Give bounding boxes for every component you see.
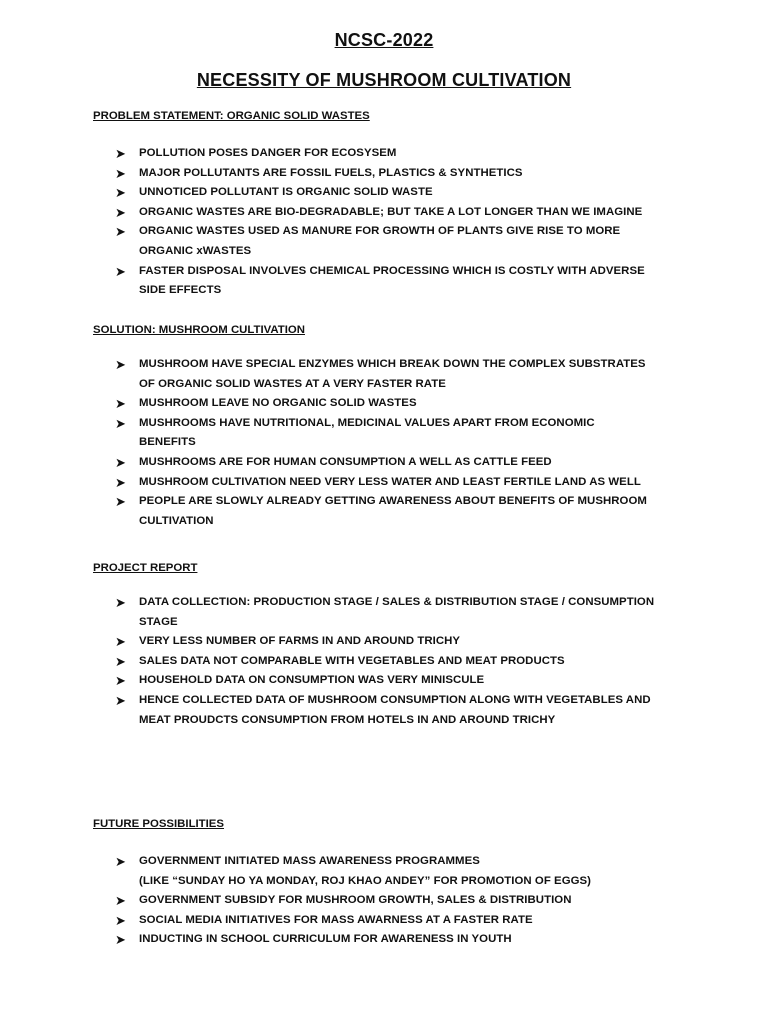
section-heading: FUTURE POSSIBILITIES <box>93 818 225 830</box>
bullet-text: HENCE COLLECTED DATA OF MUSHROOM CONSUMPTION ALONG WITH VEGETABLES AND <box>139 693 651 706</box>
bullet-text: VERY LESS NUMBER OF FARMS IN AND AROUND TRICHY <box>139 635 461 648</box>
bullet-text: UNNOTICED POLLUTANT IS ORGANIC SOLID WASTE <box>139 186 433 199</box>
bullet-item <box>93 164 713 184</box>
section-heading: SOLUTION: MUSHROOM CULTIVATION <box>93 324 305 336</box>
bullet-text: ORGANIC xWASTES <box>139 244 252 257</box>
bullet-item <box>93 632 713 652</box>
bullet-item <box>93 262 713 301</box>
bullet-list <box>93 852 713 950</box>
arrow-bullet-icon: ➤ <box>115 396 126 412</box>
bullet-text: INDUCTING IN SCHOOL CURRICULUM FOR AWARENESS IN YOUTH <box>139 933 512 946</box>
bullet-item <box>93 891 713 911</box>
arrow-bullet-icon: ➤ <box>115 263 126 279</box>
bullet-item <box>93 222 713 261</box>
arrow-bullet-icon: ➤ <box>115 653 126 669</box>
bullet-text: HOUSEHOLD DATA ON CONSUMPTION WAS VERY MINISCULE <box>139 674 485 687</box>
bullet-text: PEOPLE ARE SLOWLY ALREADY GETTING AWARENESS ABOUT BENEFITS OF MUSHROOM <box>139 495 647 508</box>
bullet-text: CULTIVATION <box>139 514 214 527</box>
bullet-text: MUSHROOMS HAVE NUTRITIONAL, MEDICINAL VALUES APART FROM ECONOMIC <box>139 416 595 429</box>
bullet-text: (LIKE “SUNDAY HO YA MONDAY, ROJ KHAO ANDEY” FOR PROMOTION OF EGGS) <box>139 874 592 887</box>
bullet-text: ORGANIC WASTES USED AS MANURE FOR GROWTH OF PLANTS GIVE RISE TO MORE <box>139 225 621 238</box>
arrow-bullet-icon: ➤ <box>115 494 126 510</box>
arrow-bullet-icon: ➤ <box>115 854 126 869</box>
bullet-item <box>93 852 713 891</box>
bullet-text: MUSHROOMS ARE FOR HUMAN CONSUMPTION A WELL AS CATTLE FEED <box>139 455 552 468</box>
bullet-text: FASTER DISPOSAL INVOLVES CHEMICAL PROCESSING WHICH IS COSTLY WITH ADVERSE <box>139 264 645 277</box>
arrow-bullet-icon: ➤ <box>115 634 126 650</box>
bullet-list <box>93 593 713 730</box>
arrow-bullet-icon: ➤ <box>115 146 126 161</box>
bullet-text: GOVERNMENT INITIATED MASS AWARENESS PROGRAMMES <box>139 855 480 867</box>
bullet-item <box>93 492 713 531</box>
bullet-text: SOCIAL MEDIA INITIATIVES FOR MASS AWARNESS AT A FASTER RATE <box>139 913 533 926</box>
bullet-text: MUSHROOM CULTIVATION NEED VERY LESS WATER AND LEAST FERTILE LAND AS WELL <box>139 475 641 488</box>
bullet-text: SIDE EFFECTS <box>139 284 222 297</box>
bullet-item <box>93 203 713 223</box>
document-subtitle: NECESSITY OF MUSHROOM CULTIVATION <box>196 70 572 90</box>
arrow-bullet-icon: ➤ <box>115 165 126 181</box>
section-project-report <box>93 560 713 730</box>
bullet-text: DATA COLLECTION: PRODUCTION STAGE / SALES & DISTRIBUTION STAGE / CONSUMPTION <box>139 596 655 608</box>
bullet-text: POLLUTION POSES DANGER FOR ECOSYSEM <box>139 147 397 159</box>
bullet-text: SALES DATA NOT COMPARABLE WITH VEGETABLES AND MEAT PRODUCTS <box>139 654 565 667</box>
arrow-bullet-icon: ➤ <box>115 893 126 909</box>
bullet-item <box>93 414 713 453</box>
bullet-list <box>93 144 713 301</box>
arrow-bullet-icon: ➤ <box>115 912 126 928</box>
section-future-possibilities <box>93 816 713 950</box>
section-solution <box>93 322 713 531</box>
arrow-bullet-icon: ➤ <box>115 673 126 689</box>
bullet-text: BENEFITS <box>139 436 196 449</box>
document-title: NCSC-2022 <box>334 30 434 50</box>
bullet-text: MAJOR POLLUTANTS ARE FOSSIL FUELS, PLASTICS & SYNTHETICS <box>139 166 523 179</box>
section-problem-statement <box>93 108 713 301</box>
bullet-item <box>93 593 713 632</box>
section-heading: PROJECT REPORT <box>93 562 198 574</box>
arrow-bullet-icon: ➤ <box>115 474 126 490</box>
bullet-item <box>93 911 713 931</box>
bullet-item <box>93 671 713 691</box>
arrow-bullet-icon: ➤ <box>115 357 126 372</box>
bullet-item <box>93 473 713 493</box>
bullet-item <box>93 930 713 950</box>
arrow-bullet-icon: ➤ <box>115 204 126 220</box>
bullet-item <box>93 453 713 473</box>
bullet-text: ORGANIC WASTES ARE BIO-DEGRADABLE; BUT TAKE A LOT LONGER THAN WE IMAGINE <box>139 205 643 218</box>
arrow-bullet-icon: ➤ <box>115 595 126 610</box>
arrow-bullet-icon: ➤ <box>115 454 126 470</box>
bullet-text: GOVERNMENT SUBSIDY FOR MUSHROOM GROWTH, SALES & DISTRIBUTION <box>139 894 572 907</box>
bullet-list <box>93 355 713 531</box>
bullet-text: MEAT PROUDCTS CONSUMPTION FROM HOTELS IN AND AROUND TRICHY <box>139 713 556 726</box>
arrow-bullet-icon: ➤ <box>115 415 126 431</box>
bullet-text: OF ORGANIC SOLID WASTES AT A VERY FASTER RATE <box>139 377 446 390</box>
bullet-item <box>93 355 713 394</box>
section-heading: PROBLEM STATEMENT: ORGANIC SOLID WASTES <box>93 110 370 122</box>
bullet-text: MUSHROOM HAVE SPECIAL ENZYMES WHICH BREAK DOWN THE COMPLEX SUBSTRATES <box>139 358 646 370</box>
bullet-item <box>93 183 713 203</box>
arrow-bullet-icon: ➤ <box>115 185 126 201</box>
bullet-item <box>93 652 713 672</box>
bullet-item <box>93 691 713 730</box>
bullet-item <box>93 144 713 164</box>
bullet-text: MUSHROOM LEAVE NO ORGANIC SOLID WASTES <box>139 397 417 410</box>
bullet-item <box>93 394 713 414</box>
arrow-bullet-icon: ➤ <box>115 692 126 708</box>
arrow-bullet-icon: ➤ <box>115 224 126 240</box>
arrow-bullet-icon: ➤ <box>115 932 126 948</box>
bullet-text: STAGE <box>139 615 178 628</box>
